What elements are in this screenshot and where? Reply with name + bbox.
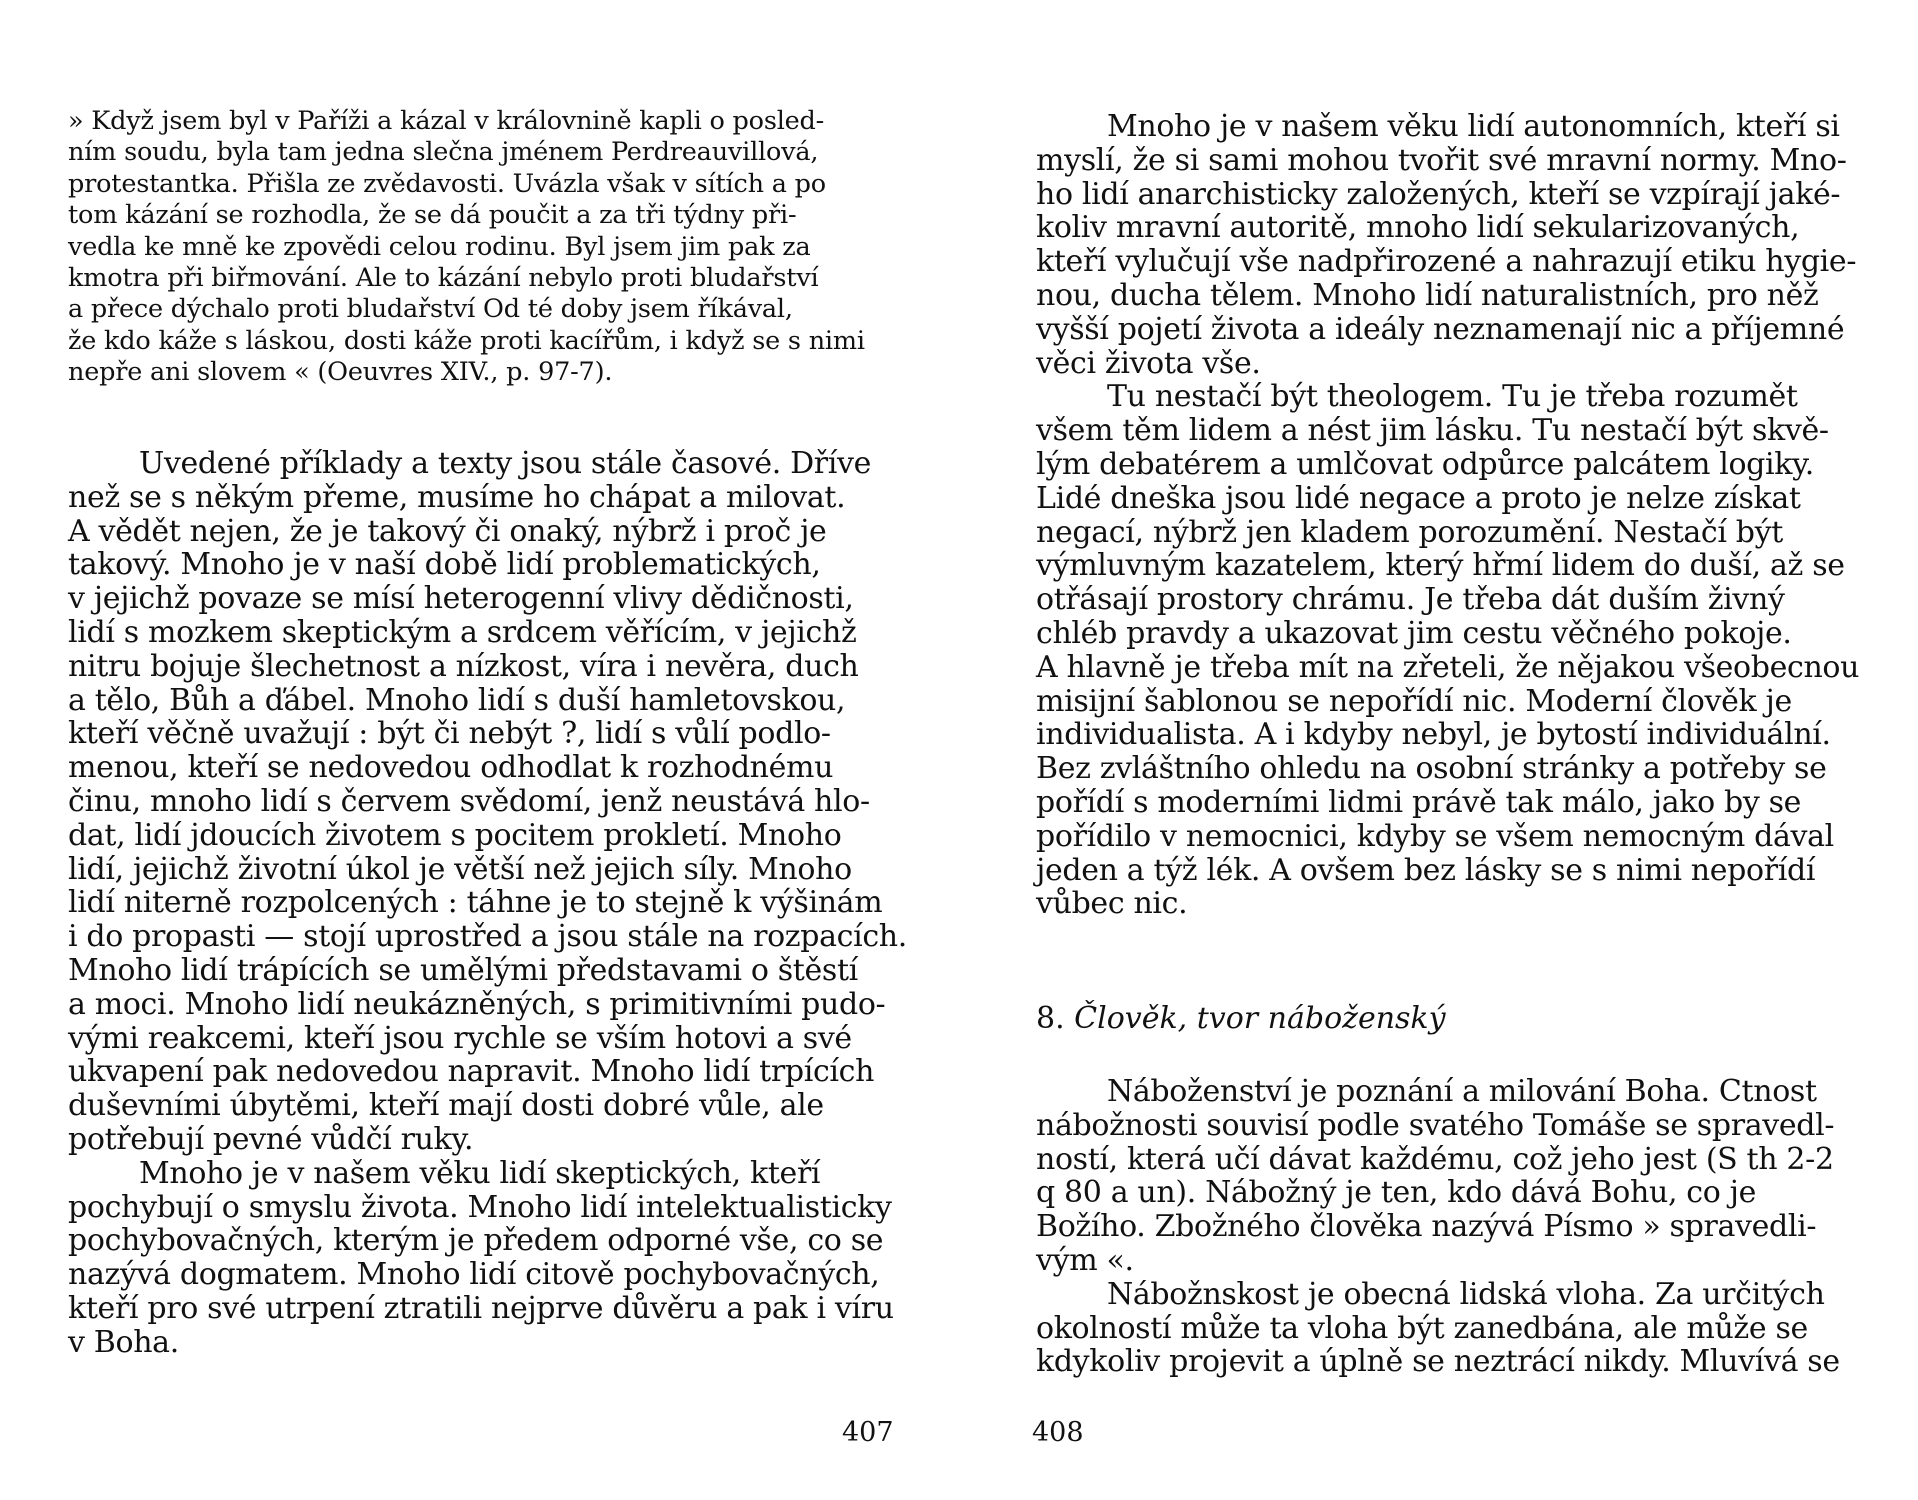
body-line: lidí, jejichž životní úkol je větší než jejich síly. Mnoho: [68, 851, 852, 887]
body-line: pochybovačných, kterým je předem odporné vše, co se: [68, 1223, 884, 1259]
body-line: nitru bojuje šlechetnost a nízkost, víra i nevěra, duch: [68, 648, 859, 684]
body-line: negací, nýbrž jen kladem porozumění. Nestačí být: [1036, 514, 1783, 550]
body-line: pořídilo v nemocnici, kdyby se všem nemocným dával: [1036, 818, 1834, 854]
body-line: Božího. Zbožného člověka nazývá Písmo » spravedli-: [1036, 1209, 1817, 1245]
body-line: koliv mravní autoritě, mnoho lidí sekularizovaných,: [1036, 210, 1800, 246]
body-line: takový. Mnoho je v naší době lidí problematických,: [68, 547, 821, 583]
body-text: [1036, 110, 1862, 921]
section-number: 8.: [1036, 1001, 1065, 1036]
body-line: Náboženství je poznání a milování Boha. Ctnost: [1107, 1074, 1817, 1109]
section-heading: [1036, 1001, 1446, 1037]
body-line: kteří pro své utrpení ztratili nejprve důvěru a pak i víru: [68, 1290, 894, 1326]
body-line: Nábožnskost je obecná lidská vloha. Za určitých: [1107, 1276, 1825, 1312]
quote-line: nepře ani slovem « (Oeuvres XIV., p. 97-7).: [68, 357, 613, 388]
body-line: než se s někým přeme, musíme ho chápat a milovat.: [68, 479, 846, 515]
body-line: v jejichž povaze se mísí heterogenní vlivy dědičnosti,: [68, 581, 854, 617]
body-line: jeden a týž lék. A ovšem bez lásky se s nimi nepořídí: [1036, 852, 1816, 888]
body-line: nazývá dogmatem. Mnoho lidí citově pochybovačných,: [68, 1257, 880, 1293]
quote-line: že kdo káže s láskou, dosti káže proti kacířům, i když se s nimi: [68, 325, 865, 356]
body-line: chléb pravdy a ukazovat jim cestu věčného pokoje.: [1036, 615, 1792, 651]
body-line: pořídí s moderními lidmi právě tak málo, jako by se: [1036, 784, 1802, 820]
quote-line: tom kázání se rozhodla, že se dá poučit a za tři týdny při-: [68, 200, 797, 231]
body-line: výmluvným kazatelem, který hřmí lidem do duší, až se: [1036, 548, 1845, 584]
body-line: dat, lidí jdoucích životem s pocitem prokletí. Mnoho: [68, 817, 842, 853]
body-line: potřebují pevné vůdčí ruky.: [68, 1121, 474, 1157]
body-line: ho lidí anarchisticky založených, kteří se vzpírají jaké-: [1036, 176, 1841, 212]
body-line: kteří věčně uvažují : být či nebýt ?, lidí s vůlí podlo-: [68, 716, 831, 752]
body-line: Tu nestačí být theologem. Tu je třeba rozumět: [1107, 379, 1798, 415]
right-page: [960, 0, 1918, 1500]
section-title: Člověk, tvor náboženský: [1074, 1001, 1446, 1036]
body-line: okolností může ta vloha být zanedbána, ale může se: [1036, 1310, 1808, 1346]
body-line: Mnoho je v našem věku lidí autonomních, kteří si: [1107, 109, 1840, 144]
body-line: vůbec nic.: [1036, 886, 1188, 922]
body-line: A hlavně je třeba mít na zřeteli, že nějakou všeobecnou: [1036, 649, 1860, 685]
body-line: věci života vše.: [1036, 345, 1261, 381]
body-line: a tělo, Bůh a ďábel. Mnoho lidí s duší hamletovskou,: [68, 682, 846, 718]
body-line: pochybují o smyslu života. Mnoho lidí intelektualisticky: [68, 1189, 892, 1225]
body-line: otřásají prostory chrámu. Je třeba dát duším živný: [1036, 582, 1785, 618]
body-line: individualista. A i kdyby nebyl, je bytostí individuální.: [1036, 717, 1831, 753]
body-line: nou, ducha tělem. Mnoho lidí naturalistních, pro něž: [1036, 277, 1819, 313]
body-line: i do propasti — stojí uprostřed a jsou stále na rozpacích.: [68, 919, 907, 955]
quote-line: kmotra při biřmování. Ale to kázání nebylo proti bludařství: [68, 263, 819, 294]
body-line: ukvapení pak nedovedou napravit. Mnoho lidí trpících: [68, 1054, 875, 1090]
body-line: nábožnosti souvisí podle svatého Tomáše se spravedl-: [1036, 1107, 1835, 1143]
body-line: kteří vylučují vše nadpřirozené a nahrazují etiku hygie-: [1036, 244, 1857, 280]
body-line: Bez zvláštního ohledu na osobní stránky a potřeby se: [1036, 751, 1827, 787]
quote-line: » Když jsem byl v Paříži a kázal v královnině kapli o posled-: [68, 106, 825, 136]
body-text: [68, 446, 907, 1360]
body-line: menou, kteří se nedovedou odhodlat k rozhodnému: [68, 750, 834, 786]
body-line: Uvedené příklady a texty jsou stále časové. Dříve: [139, 446, 872, 481]
body-line: lým debatérem a umlčovat odpůrce palcátem logiky.: [1036, 446, 1814, 482]
body-line: všem těm lidem a nést jim lásku. Tu nestačí být skvě-: [1036, 413, 1829, 449]
page-number: 407: [842, 1417, 894, 1448]
body-line: kdykoliv projevit a úplně se neztrácí nikdy. Mluvívá se: [1036, 1344, 1840, 1380]
body-line: činu, mnoho lidí s červem svědomí, jenž neustává hlo-: [68, 783, 870, 819]
body-text: [1036, 1075, 1862, 1379]
quote-line: a přece dýchalo proti bludařství Od té doby jsem říkával,: [68, 294, 793, 325]
body-line: myslí, že si sami mohou tvořit své mravní normy. Mno-: [1036, 142, 1847, 178]
quote-line: ním soudu, byla tam jedna slečna jménem Perdreauvillová,: [68, 137, 819, 168]
body-line: Mnoho je v našem věku lidí skeptických, kteří: [139, 1155, 821, 1191]
body-line: Mnoho lidí trápících se umělými představami o štěstí: [68, 952, 858, 988]
body-line: duševními úbytěmi, kteří mají dosti dobré vůle, ale: [68, 1088, 824, 1124]
body-line: v Boha.: [68, 1324, 179, 1360]
body-line: Lidé dneška jsou lidé negace a proto je nelze získat: [1036, 480, 1801, 516]
body-line: q 80 a un). Nábožný je ten, kdo dává Bohu, co je: [1036, 1175, 1757, 1211]
quote-line: protestantka. Přišla ze zvědavosti. Uvázla však v sítích a po: [68, 168, 826, 199]
body-line: misijní šablonou se nepořídí nic. Moderní člověk je: [1036, 683, 1792, 719]
body-line: lidí s mozkem skeptickým a srdcem věřícím, v jejichž: [68, 614, 857, 650]
body-line: lidí niterně rozpolcených : táhne je to stejně k výšinám: [68, 885, 883, 921]
quote-block: [68, 106, 901, 389]
body-line: ností, která učí dávat každému, což jeho jest (S th 2-2: [1036, 1141, 1834, 1177]
quote-line: vedla ke mně ke zpovědi celou rodinu. Byl jsem jim pak za: [68, 231, 811, 262]
body-line: vyšší pojetí života a ideály neznamenají nic a příjemné: [1036, 311, 1845, 347]
page-number: 408: [1032, 1417, 1084, 1448]
body-line: a moci. Mnoho lidí neukázněných, s primitivními pudo-: [68, 986, 886, 1022]
body-line: vými reakcemi, kteří jsou rychle se vším hotovi a své: [68, 1020, 852, 1056]
body-line: vým «.: [1036, 1242, 1134, 1278]
body-line: A vědět nejen, že je takový či onaký, nýbrž i proč je: [68, 513, 827, 549]
